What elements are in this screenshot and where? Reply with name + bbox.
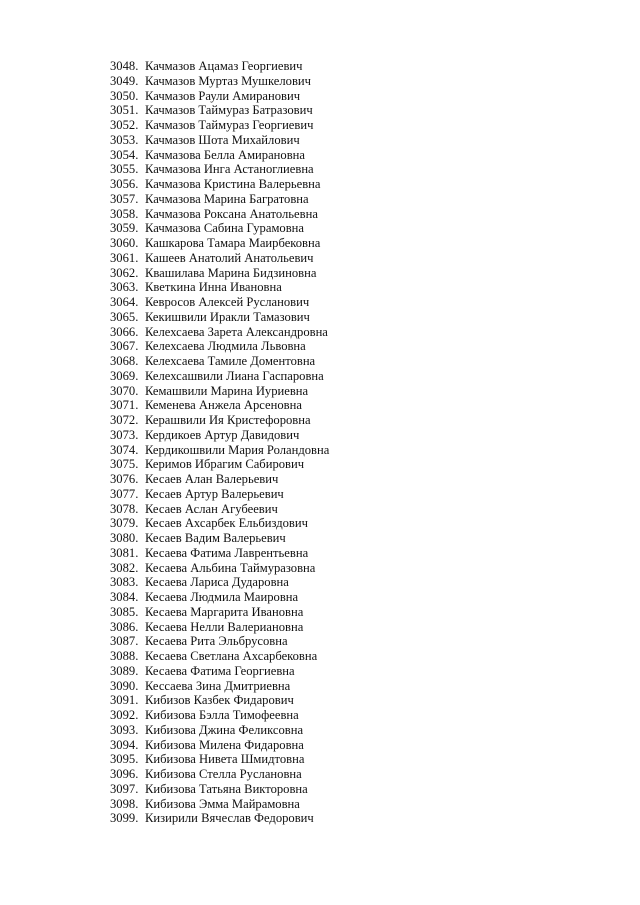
list-item (110, 221, 329, 236)
entry-name: Кесаев Артур Валерьевич (145, 486, 284, 501)
entry-number: 3060. (110, 236, 139, 250)
entry-name: Кашкарова Тамара Маирбековна (145, 236, 321, 250)
entry-number: 3088. (110, 649, 139, 663)
list-item (110, 443, 329, 458)
entry-number: 3055. (110, 162, 139, 177)
entry-name: Кердикошвили Мария Роландовна (145, 442, 330, 457)
entry-number: 3053. (110, 132, 139, 147)
list-item (110, 207, 329, 222)
entry-name: Кибизов Казбек Фидарович (145, 693, 294, 708)
list-item (110, 192, 329, 207)
entry-number: 3069. (110, 368, 139, 383)
entry-name: Кесаева Маргарита Ивановна (145, 604, 304, 619)
list-item (110, 693, 329, 708)
list-item (110, 723, 329, 738)
entry-number: 3083. (110, 575, 139, 590)
list-item (110, 89, 329, 104)
entry-name: Кесаева Фатима Лаврентьевна (145, 545, 309, 560)
list-item (110, 398, 329, 413)
entry-name: Кветкина Инна Ивановна (145, 280, 282, 295)
entry-name: Керимов Ибрагим Сабирович (145, 457, 305, 472)
entry-name: Кесаев Аслан Агубеевич (145, 501, 278, 516)
entry-number: 3051. (110, 103, 139, 118)
list-item (110, 369, 329, 384)
list-item (110, 649, 329, 664)
list-item (110, 457, 329, 472)
list-item (110, 575, 329, 590)
entry-name: Качмазова Роксана Анатольевна (145, 206, 318, 221)
entry-number: 3097. (110, 781, 139, 796)
entry-name: Качмазова Инга Астаноглиевна (145, 162, 314, 177)
list-item (110, 620, 329, 635)
list-item (110, 502, 329, 517)
entry-number: 3081. (110, 545, 139, 560)
entry-name: Келехсаева Тамиле Доментовна (145, 354, 316, 368)
entry-number: 3062. (110, 265, 139, 280)
list-item (110, 266, 329, 281)
entry-name: Кизирили Вячеслав Федорович (145, 811, 314, 826)
entry-name: Качмазов Таймураз Георгиевич (145, 118, 314, 132)
list-item (110, 251, 329, 266)
list-item (110, 384, 329, 399)
entry-name: Кибизова Бэлла Тимофеевна (145, 708, 299, 722)
entry-name: Кибизова Стелла Руслановна (145, 767, 302, 781)
entry-number: 3059. (110, 221, 139, 236)
list-item (110, 811, 329, 826)
entry-number: 3093. (110, 722, 139, 737)
entry-name: Качмазов Шота Михайлович (145, 132, 300, 147)
entry-number: 3048. (110, 59, 139, 73)
list-item (110, 236, 329, 251)
list-item (110, 177, 329, 192)
entry-number: 3065. (110, 309, 139, 324)
entry-number: 3086. (110, 619, 139, 634)
entry-number: 3057. (110, 191, 139, 206)
entry-number: 3094. (110, 737, 139, 752)
entry-number: 3082. (110, 560, 139, 575)
entry-number: 3064. (110, 295, 139, 309)
entry-number: 3074. (110, 442, 139, 457)
list-item (110, 325, 329, 340)
entry-name: Кибизова Татьяна Викторовна (145, 781, 308, 796)
entry-number: 3070. (110, 383, 139, 398)
entry-name: Келехсаева Людмила Львовна (145, 339, 306, 354)
entry-name: Келехсашвили Лиана Гаспаровна (145, 368, 324, 383)
list-item (110, 590, 329, 605)
entry-name: Келехсаева Зарета Александровна (145, 324, 328, 339)
list-item (110, 339, 329, 354)
entry-name: Кибизова Джина Феликсовна (145, 722, 304, 737)
name-list (110, 59, 329, 826)
entry-name: Кесаева Альбина Таймуразовна (145, 560, 316, 575)
entry-name: Квашилава Марина Бидзиновна (145, 265, 317, 280)
entry-name: Кеменева Анжела Арсеновна (145, 398, 302, 413)
list-item (110, 634, 329, 649)
list-item (110, 546, 329, 561)
entry-number: 3087. (110, 634, 139, 649)
entry-number: 3072. (110, 413, 139, 427)
entry-number: 3078. (110, 501, 139, 516)
entry-name: Кердикоев Артур Давидович (145, 427, 300, 442)
entry-name: Качмазова Сабина Гурамовна (145, 221, 304, 236)
entry-number: 3050. (110, 88, 139, 103)
entry-number: 3090. (110, 678, 139, 693)
entry-number: 3068. (110, 354, 139, 368)
list-item (110, 531, 329, 546)
entry-name: Кемашвили Марина Иуриевна (145, 383, 309, 398)
entry-name: Кесаева Рита Эльбрусовна (145, 634, 288, 649)
entry-name: Кибизова Нивета Шмидтовна (145, 752, 305, 767)
entry-number: 3075. (110, 457, 139, 472)
list-item (110, 310, 329, 325)
entry-number: 3084. (110, 590, 139, 604)
entry-name: Качмазов Муртаз Мушкелович (145, 73, 311, 88)
list-item (110, 708, 329, 723)
entry-name: Кибизова Милена Фидаровна (145, 737, 304, 752)
entry-name: Кесаев Ахсарбек Ельбиздович (145, 516, 308, 531)
entry-name: Керашвили Ия Кристефоровна (145, 413, 311, 427)
entry-name: Кашеев Анатолий Анатольевич (145, 250, 314, 265)
entry-number: 3066. (110, 324, 139, 339)
entry-number: 3076. (110, 472, 139, 486)
entry-name: Качмазова Белла Амирановна (145, 147, 305, 162)
list-item (110, 413, 329, 428)
entry-name: Качмазова Кристина Валерьевна (145, 177, 321, 191)
entry-name: Кевросов Алексей Русланович (145, 295, 310, 309)
entry-name: Качмазов Раули Амиранович (145, 88, 301, 103)
list-item (110, 782, 329, 797)
entry-number: 3052. (110, 118, 139, 132)
list-item (110, 428, 329, 443)
entry-name: Кесаев Алан Валерьевич (145, 472, 279, 486)
entry-number: 3099. (110, 811, 139, 826)
entry-name: Кесаева Нелли Валериановна (145, 619, 304, 634)
list-item (110, 738, 329, 753)
entry-name: Кекишвили Иракли Тамазович (145, 309, 310, 324)
entry-name: Качмазова Марина Багратовна (145, 191, 309, 206)
list-item (110, 487, 329, 502)
entry-name: Кесаев Вадим Валерьевич (145, 531, 286, 545)
entry-name: Кесаева Светлана Ахсарбековна (145, 649, 318, 663)
entry-number: 3073. (110, 427, 139, 442)
entry-number: 3095. (110, 752, 139, 767)
list-item (110, 133, 329, 148)
entry-number: 3067. (110, 339, 139, 354)
list-item (110, 295, 329, 310)
list-item (110, 605, 329, 620)
list-item (110, 118, 329, 133)
entry-number: 3056. (110, 177, 139, 191)
list-item (110, 280, 329, 295)
entry-number: 3071. (110, 398, 139, 413)
entry-number: 3085. (110, 604, 139, 619)
list-item (110, 162, 329, 177)
entry-name: Качмазов Ацамаз Георгиевич (145, 59, 303, 73)
entry-number: 3063. (110, 280, 139, 295)
entry-name: Кесаева Людмила Маировна (145, 590, 299, 604)
list-item (110, 472, 329, 487)
entry-number: 3049. (110, 73, 139, 88)
list-item (110, 59, 329, 74)
entry-name: Кесаева Фатима Георгиевна (145, 663, 295, 678)
entry-number: 3058. (110, 206, 139, 221)
list-item (110, 664, 329, 679)
entry-number: 3092. (110, 708, 139, 722)
list-item (110, 148, 329, 163)
entry-number: 3077. (110, 486, 139, 501)
entry-number: 3096. (110, 767, 139, 781)
entry-name: Кесаева Лариса Дударовна (145, 575, 289, 590)
entry-number: 3080. (110, 531, 139, 545)
list-item (110, 561, 329, 576)
entry-number: 3098. (110, 796, 139, 811)
list-item (110, 679, 329, 694)
list-item (110, 752, 329, 767)
entry-name: Качмазов Таймураз Батразович (145, 103, 313, 118)
entry-number: 3079. (110, 516, 139, 531)
list-item (110, 797, 329, 812)
list-item (110, 516, 329, 531)
entry-name: Кибизова Эмма Майрамовна (145, 796, 300, 811)
entry-name: Кессаева Зина Дмитриевна (145, 678, 291, 693)
list-item (110, 767, 329, 782)
entry-number: 3091. (110, 693, 139, 708)
entry-number: 3061. (110, 250, 139, 265)
list-item (110, 103, 329, 118)
entry-number: 3054. (110, 147, 139, 162)
list-item (110, 74, 329, 89)
list-item (110, 354, 329, 369)
entry-number: 3089. (110, 663, 139, 678)
